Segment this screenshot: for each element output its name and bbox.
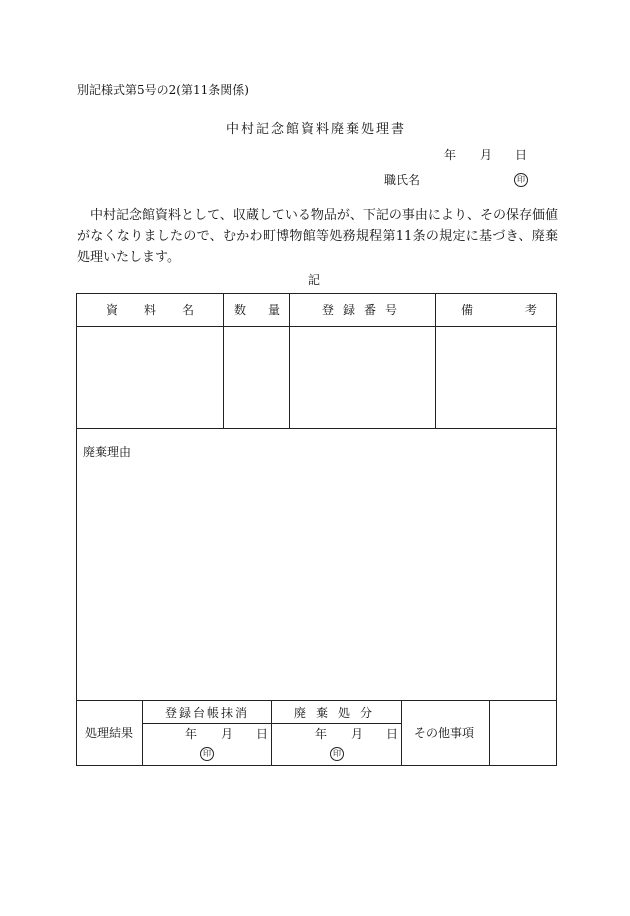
- page-title: 中村記念館資料廃棄処理書: [226, 122, 407, 137]
- date-year: 年: [444, 148, 457, 162]
- disposal-label: 廃棄処分: [294, 706, 383, 720]
- official-name-label: 職氏名: [384, 173, 421, 187]
- header-registration-number: 登録番号: [322, 303, 407, 317]
- other-matters-label: その他事項: [414, 726, 475, 740]
- result-label: 処理結果: [85, 726, 134, 740]
- ki-label: 記: [308, 273, 321, 287]
- header-remarks: 備考: [461, 303, 590, 317]
- registry-cancel-label: 登録台帳抹消: [165, 706, 250, 720]
- date-month: 月: [480, 148, 493, 162]
- registry-date-day: 日: [256, 727, 269, 741]
- seal-mark: 印: [514, 173, 528, 187]
- header-material-name: [106, 302, 221, 318]
- registry-date-month: 月: [221, 727, 234, 741]
- disposal-seal-mark: 印: [330, 747, 344, 761]
- disposal-date-day: 日: [386, 727, 399, 741]
- disposal-date-month: 月: [351, 727, 364, 741]
- date-day: 日: [515, 148, 528, 162]
- body-paragraph: 中村記念館資料として、収蔵している物品が、下記の事由により、その保存価値がなくなりましたので、むかわ町博物館等処務規程第11条の規定に基づき、廃棄処理いたします。: [77, 208, 558, 265]
- disposal-reason-label: 廃棄理由: [83, 445, 132, 459]
- header-quantity: 数量: [234, 303, 303, 317]
- disposal-date-year: 年: [315, 727, 328, 741]
- form-number: 別記様式第5号の2(第11条関係): [77, 83, 249, 97]
- registry-seal-mark: 印: [200, 747, 214, 761]
- registry-date-year: 年: [185, 727, 198, 741]
- header-material-name-label: 資料名: [106, 303, 221, 317]
